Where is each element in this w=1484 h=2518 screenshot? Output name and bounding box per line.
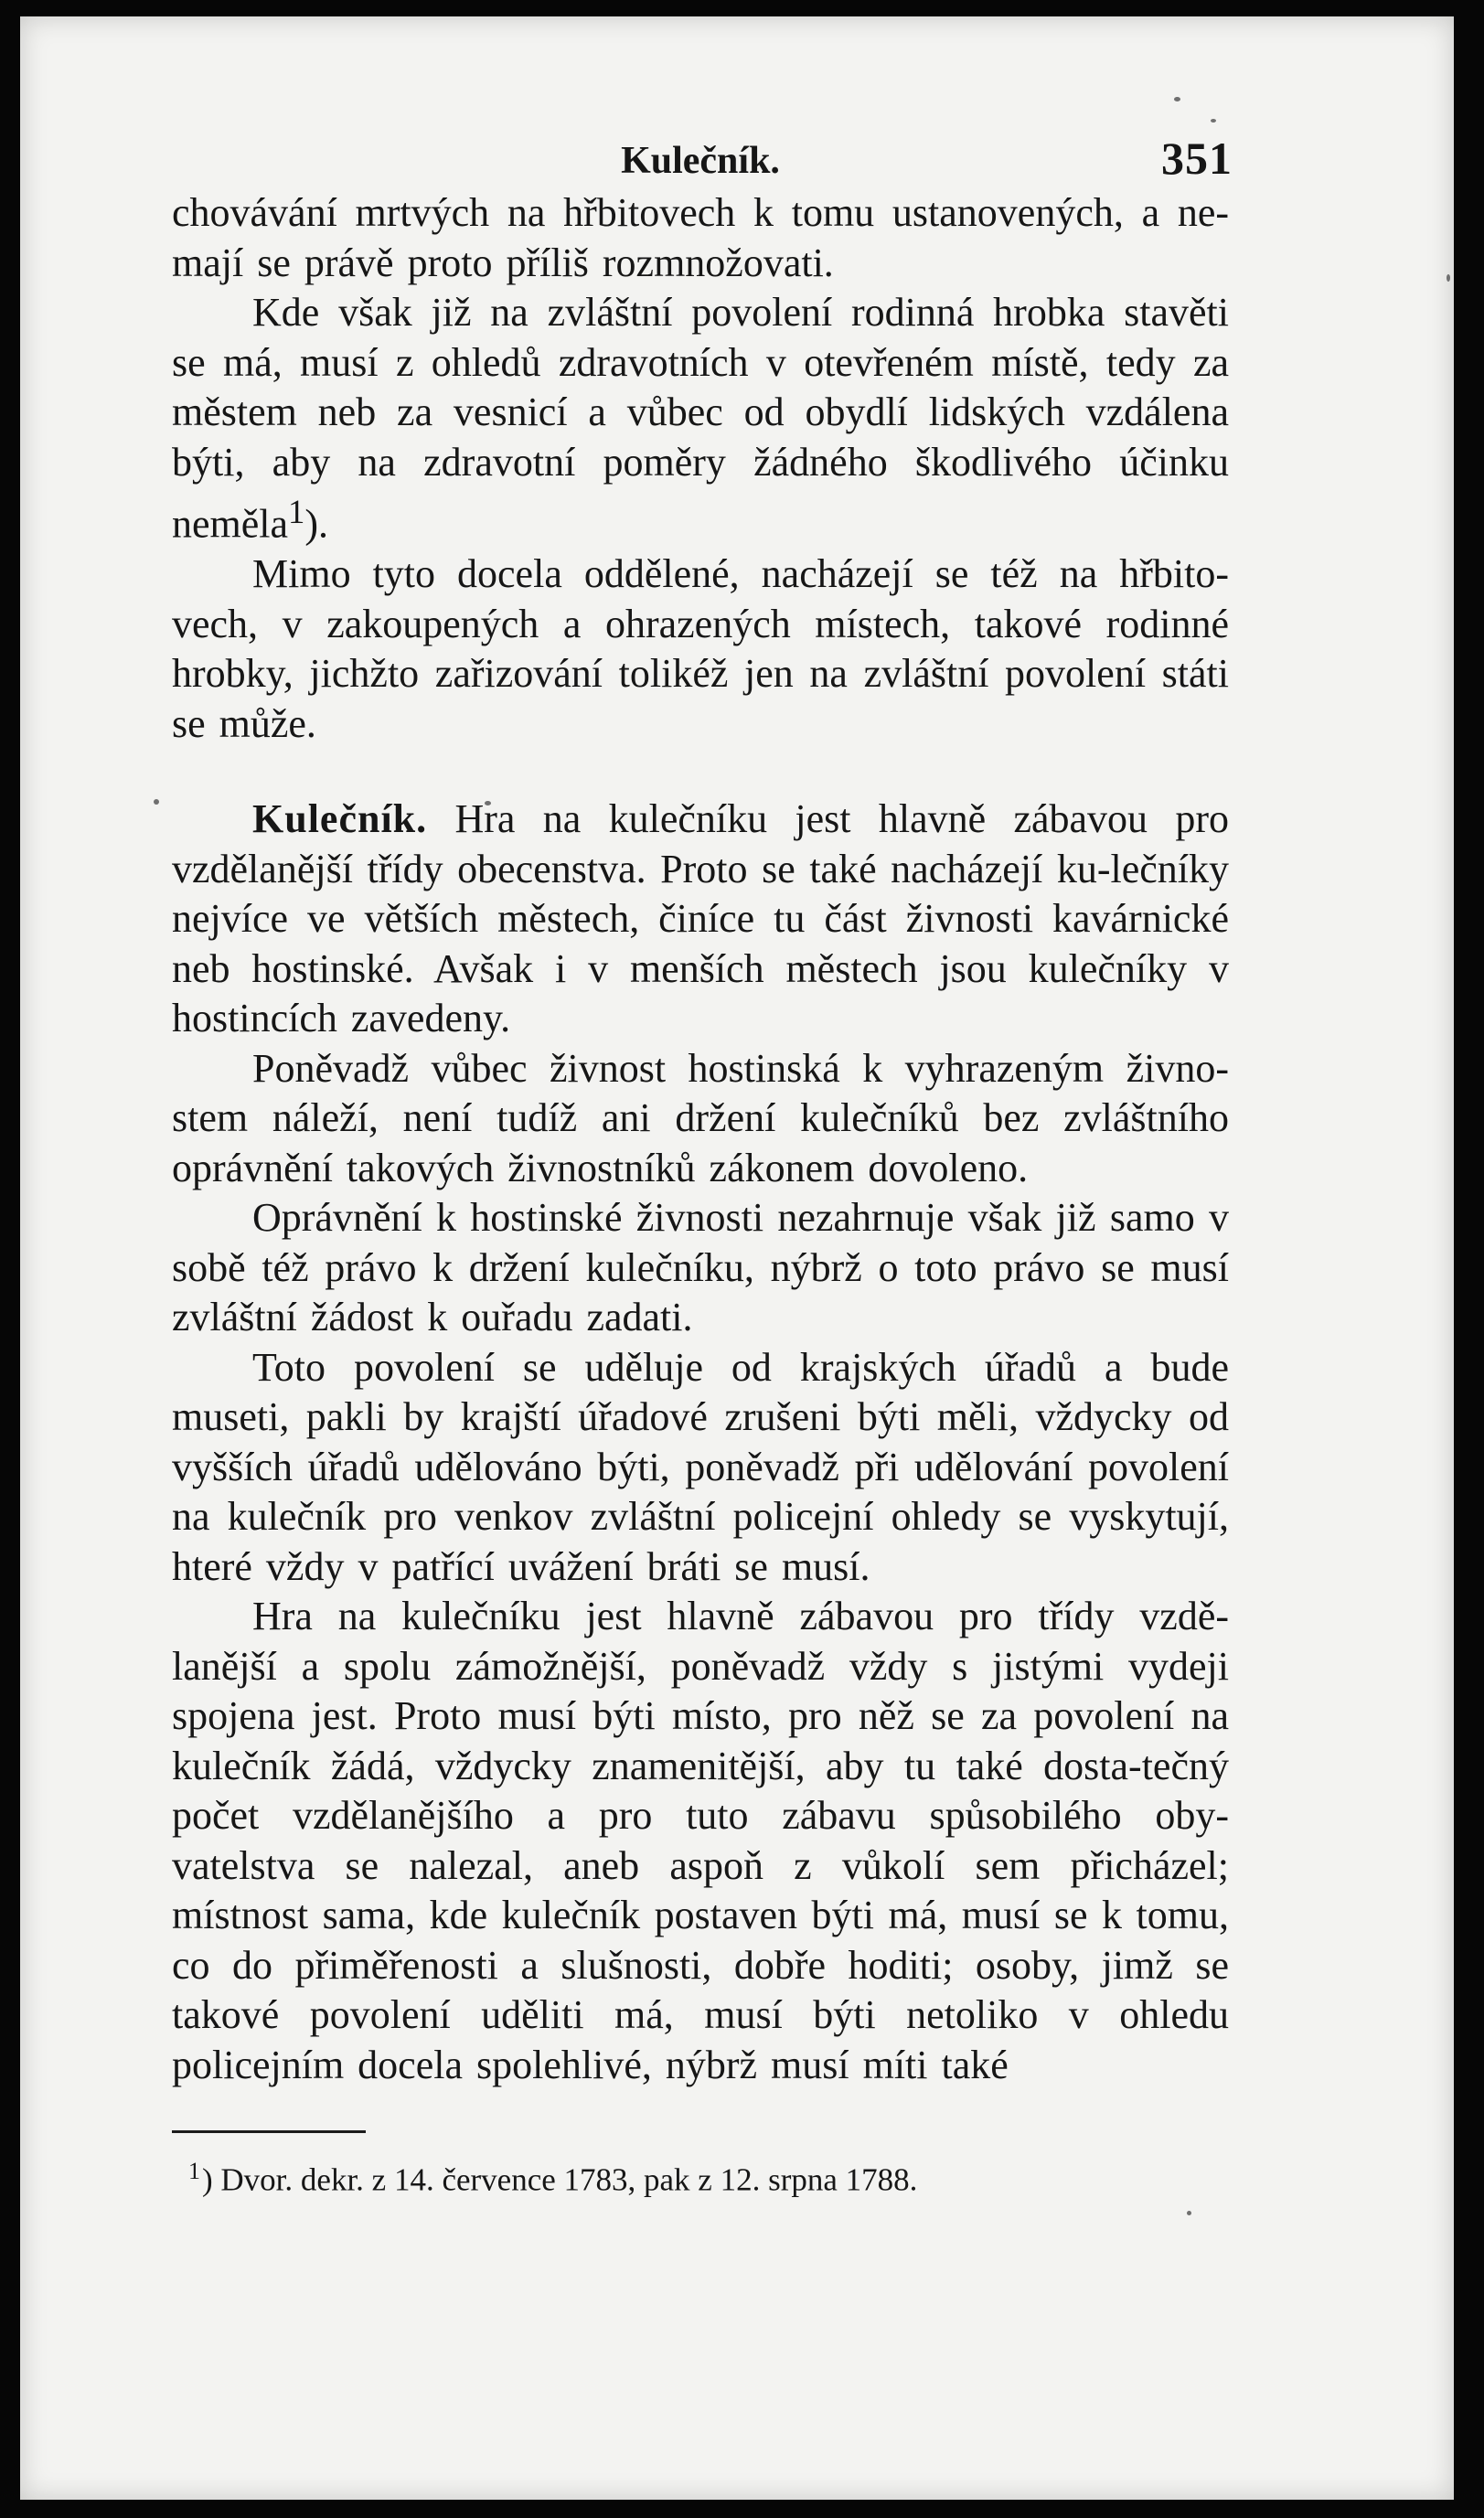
footnote-text: ) Dvor. dekr. z 14. července 1783, pak z 12. srpna 1788. [202, 2161, 918, 2198]
body-text [172, 188, 1229, 2090]
paragraph-authorization: Oprávnění k hostinské živnosti nezahrnuje však již samo v sobě též právo k držení kulečníku, nýbrž o toto právo se musí zvláštní žádost k ouřadu zadati. [172, 1195, 1229, 1340]
paper-speck [154, 799, 159, 805]
page-content [172, 128, 1233, 2201]
paragraph-cemetery-tombs: Mimo tyto docela oddělené, nacházejí se též na hřbito-vech, v zakoupených a ohrazených místech, takové rodinné hrobky, jichžto zařizování tolikéž jen na zvláštní povolení státi se může. [172, 551, 1229, 746]
paragraph-permit: Toto povolení se uděluje od krajských úřadů a bude museti, pakli by krajští úřadové zrušeni býti měli, vždycky od vyšších úřadů udělováno býti, poněvadž při udělování povolení na kulečník pro venkov zvláštní policejní ohledy se vyskytují, hteré vždy v patřící uvážení bráti se musí. [172, 1344, 1229, 1589]
entry-heading: Kulečník. [252, 796, 428, 842]
footnote-rule [172, 2130, 366, 2133]
footnote-reference: 1 [288, 493, 305, 530]
paragraph-text-end: ). [304, 501, 329, 547]
paragraph-trade-right: Poněvadž vůbec živnost hostinská k vyhrazeným živno-stem náleží, není tudíž ani držení kulečníků bez zvláštního oprávnění takových živnostníků zákonem dovoleno. [172, 1045, 1229, 1190]
paragraph-continuation: chovávání mrtvých na hřbitovech k tomu ustanovených, a ne-mají se právě proto příliš rozmnožovati. [172, 190, 1229, 285]
paragraph-family-tomb [172, 288, 1229, 549]
paper-speck [1447, 274, 1450, 282]
entry-billiards [172, 795, 1229, 1044]
paper-speck [1211, 119, 1216, 123]
paper-speck [1174, 97, 1180, 101]
paragraph-game-conditions: Hra na kulečníku jest hlavně zábavou pro třídy vzdě-lanější a spolu zámožnější, poněvadž vždy s jistými vydeji spojena jest. Proto musí býti místo, pro něž se za povolení na kulečník žádá, vždycky znamenitější, aby tu také dosta-tečný počet vzdělanějšího a pro tuto zábavu spůsobilého oby-vatelstva se nalezal, aneb aspoň z vůkolí sem přicházel; místnost sama, kde kulečník postaven býti má, musí se k tomu, co do přiměřenosti a slušnosti, dobře hoditi; osoby, jimž se takové povolení uděliti má, musí býti netoliko v ohledu policejním docela spolehlivé, nýbrž musí míti také [172, 1594, 1229, 2087]
paragraph-text: Kde však již na zvláštní povolení rodinná hrobka stavěti se má, musí z ohledů zdravotních v otevřeném místě, tedy za městem neb za vesnicí a vůbec od obydlí lidských vzdálena býti, aby na zdravotní poměry žádného škodlivého účinku neměla [172, 290, 1229, 547]
page-number: 351 [1161, 133, 1233, 184]
entry-text: Hra na kulečníku jest hlavně zábavou pro vzdělanější třídy obecenstva. Proto se také nacházejí ku-lečníky nejvíce ve větších městech, činíce tu část živnosti kavárnické neb hostinské. Avšak i v menších městech jsou kulečníky v hostincích zavedeny. [172, 796, 1230, 1041]
footnote-marker: 1 [188, 2158, 200, 2185]
section-gap [172, 749, 1229, 795]
paper-speck [1187, 2211, 1191, 2215]
running-title: Kulečník. [621, 140, 780, 182]
running-header [172, 128, 1233, 188]
footnote [188, 2151, 1229, 2201]
